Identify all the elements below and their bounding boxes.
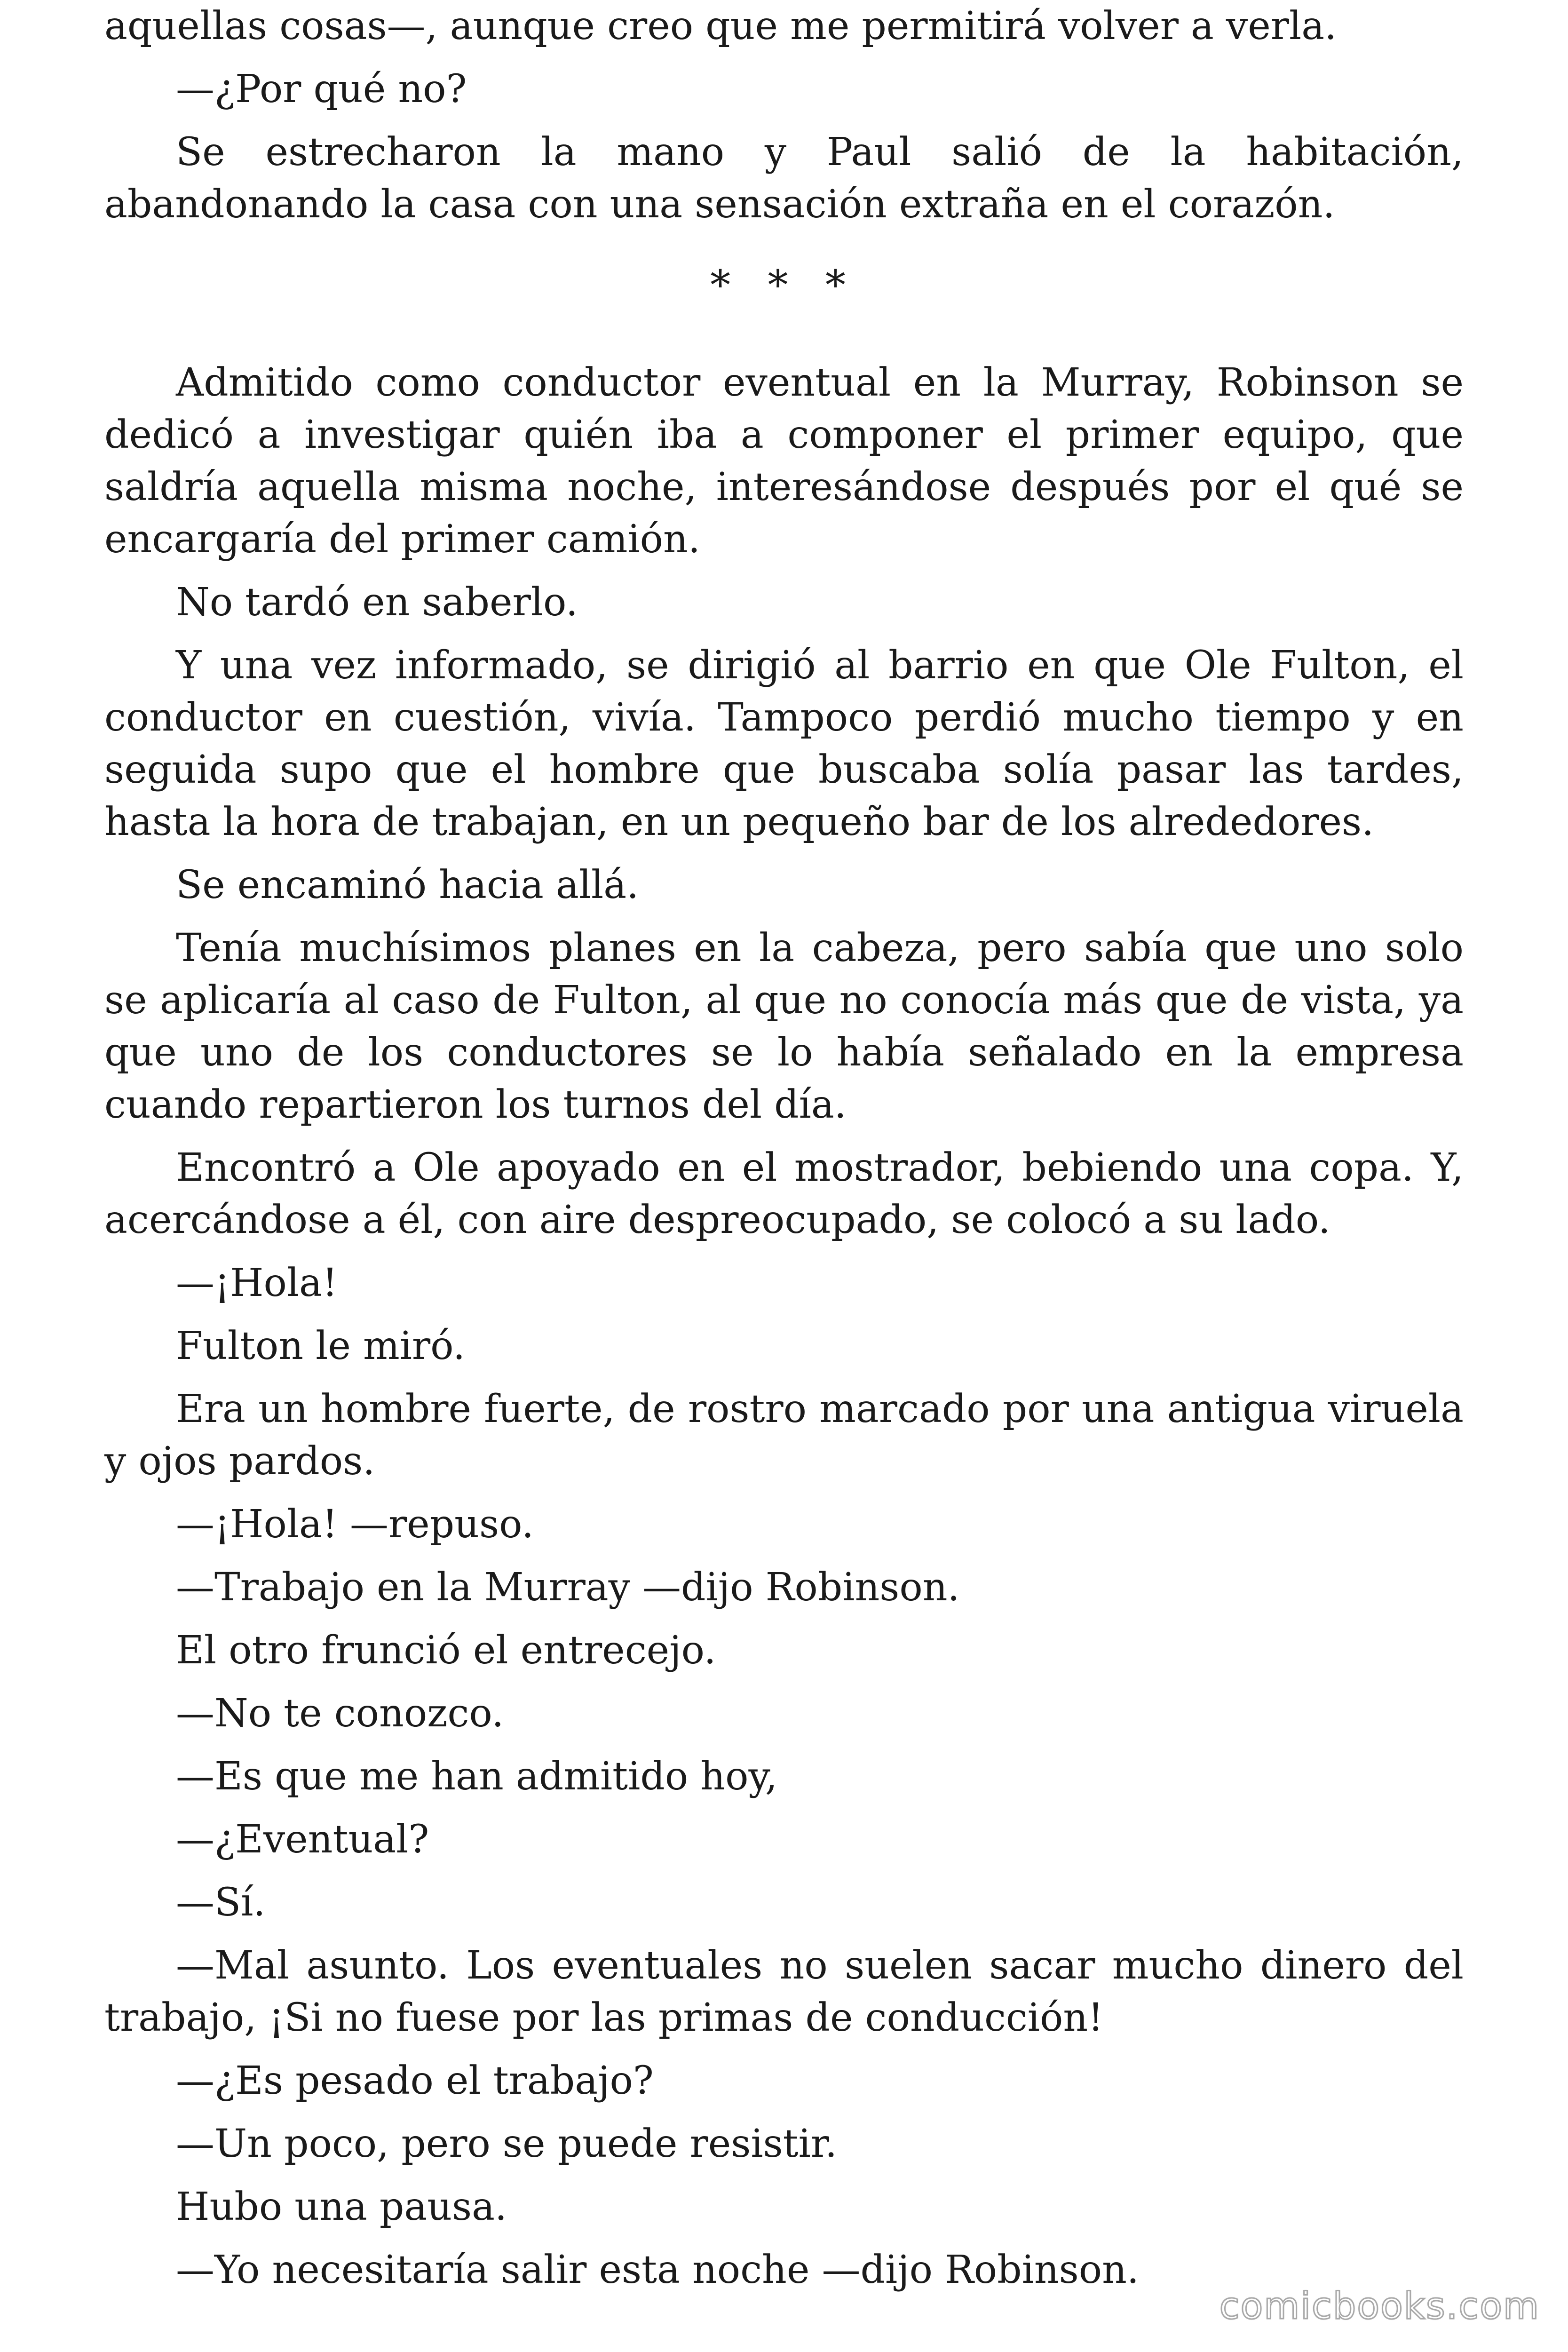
- paragraph: —Es que me han admitido hoy,: [176, 1754, 777, 1799]
- paragraph: —Mal asunto. Los eventuales no suelen sacar mucho dinero del trabajo, ¡Si no fuese por las primas de conducción!: [104, 1943, 1464, 2040]
- paragraph: Hubo una pausa.: [176, 2185, 507, 2229]
- paragraph: Fulton le miró.: [176, 1324, 466, 1368]
- paragraph: —Yo necesitaría salir esta noche —dijo Robinson.: [176, 2248, 1139, 2292]
- paragraph: —Un poco, pero se puede resistir.: [176, 2122, 838, 2166]
- paragraph: —No te conozco.: [176, 1691, 504, 1736]
- paragraph: Admitido como conductor eventual en la Murray, Robinson se dedicó a investigar quién iba a componer el primer equipo, que saldría aquella misma noche, interesándose después por el qué se encargaría del primer camión.: [104, 360, 1464, 562]
- paragraph: El otro frunció el entrecejo.: [176, 1628, 716, 1673]
- paragraph: —¿Eventual?: [176, 1817, 429, 1862]
- paragraph: —¡Hola!: [176, 1261, 338, 1305]
- paragraph: No tardó en saberlo.: [176, 580, 578, 625]
- paragraph: Era un hombre fuerte, de rostro marcado por una antigua viruela y ojos pardos.: [104, 1387, 1464, 1484]
- paragraph: Se encaminó hacia allá.: [176, 863, 639, 907]
- paragraph: —Trabajo en la Murray —dijo Robinson.: [176, 1565, 960, 1610]
- paragraph: Encontró a Ole apoyado en el mostrador, bebiendo una copa. Y, acercándose a él, con aire despreocupado, se colocó a su lado.: [104, 1145, 1464, 1242]
- watermark: comicbooks.com: [1219, 2285, 1540, 2328]
- paragraph: —¡Hola! —repuso.: [176, 1502, 534, 1547]
- paragraph: Se estrecharon la mano y Paul salió de la habitación, abandonando la casa con una sensación extraña en el corazón.: [104, 130, 1464, 227]
- paragraph: —¿Es pesado el trabajo?: [176, 2058, 654, 2103]
- paragraph: Tenía muchísimos planes en la cabeza, pero sabía que uno solo se aplicaría al caso de Fulton, al que no conocía más que de vista, ya que uno de los conductores se lo había señalado en la empresa cuando repartieron los turnos del día.: [104, 926, 1464, 1127]
- paragraph: —¿Por qué no?: [176, 67, 467, 111]
- paragraph: Y una vez informado, se dirigió al barrio en que Ole Fulton, el conductor en cuestión, vivía. Tampoco perdió mucho tiempo y en seguida supo que el hombre que buscaba solía pasar las tardes, hasta la hora de trabajan, en un pequeño bar de los alrededores.: [104, 643, 1464, 844]
- book-page: [104, 0, 1464, 2307]
- scene-break: * * *: [710, 262, 858, 309]
- paragraph: aquellas cosas—, aunque creo que me permitirá volver a verla.: [104, 4, 1337, 48]
- paragraph: —Sí.: [176, 1880, 266, 1925]
